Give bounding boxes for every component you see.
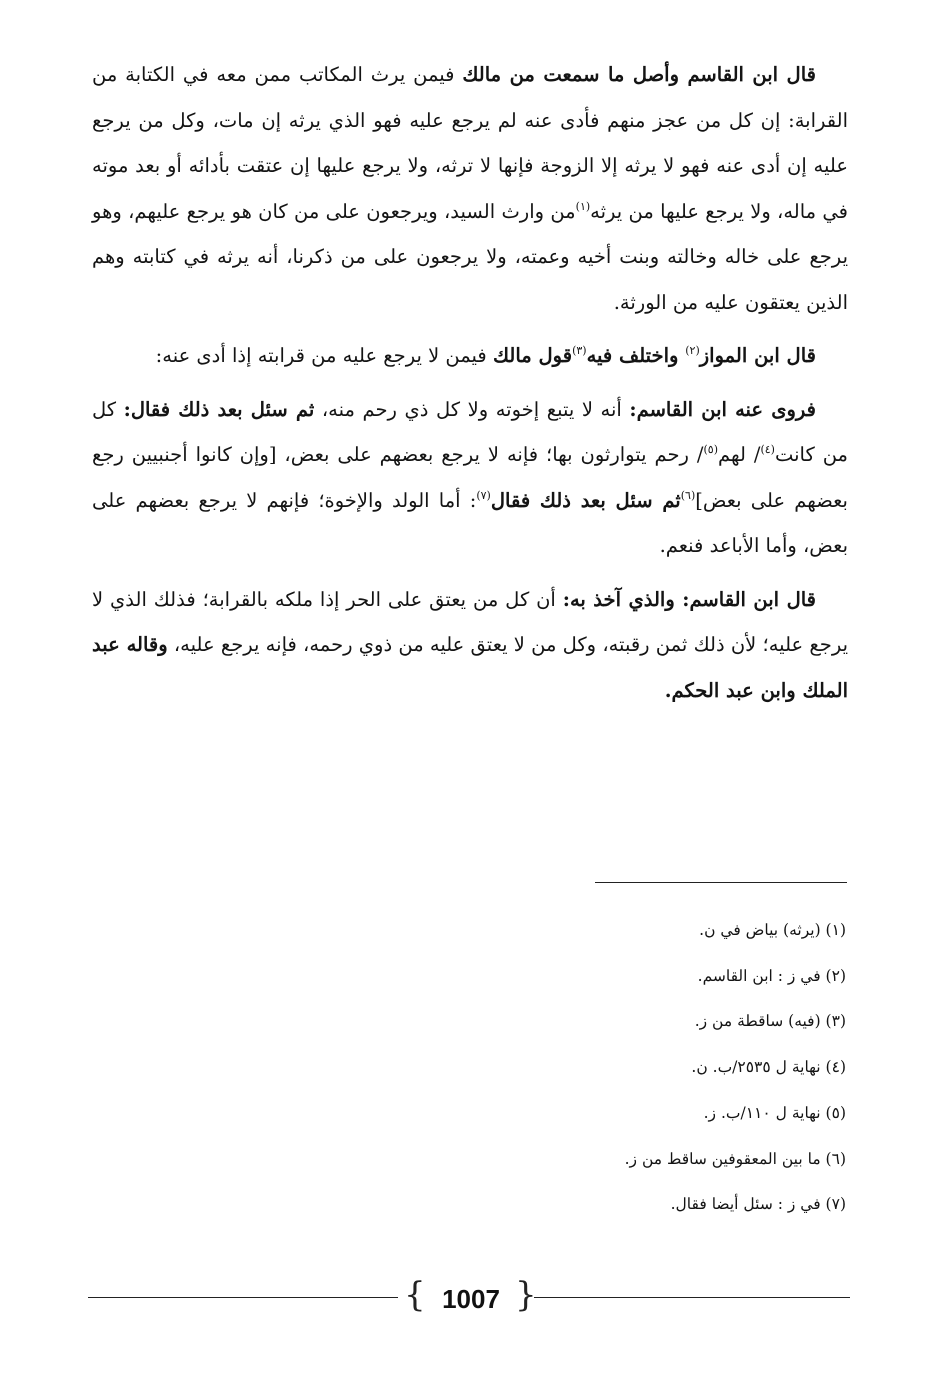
footnote-marker: (٣) xyxy=(572,344,587,357)
page-number: 1007 xyxy=(442,1284,500,1314)
body-text: من وارث السيد، ويرجعون على من كان هو يرجع عليهم، وهو يرجع على خاله وخالته وبنت أخيه وعمته، ولا يرجعون على من ذكرنا، أنه يرثه في كتابته وهم الذين يعتقون عليه من الورثة. xyxy=(92,199,848,314)
main-text xyxy=(92,52,848,713)
footnote-1: (١) (يرثه) بياض في ن. xyxy=(699,921,846,939)
footnote-7: (٧) في ز : سئل أيضا فقال. xyxy=(670,1195,846,1214)
body-text: أن كل من يعتق على الحر إذا ملكه بالقرابة؛ فذلك الذي لا يرجع عليه؛ لأن ذلك ثمن رقبته، وكل من لا يعتق عليه من ذوي رحمه، فإنه يرجع عليه، xyxy=(92,587,849,656)
footnote-marker: (٧) xyxy=(476,488,491,502)
body-text: كل من كانت xyxy=(92,397,848,466)
footnotes-list xyxy=(400,908,846,1228)
footnote-6: (٦) ما بين المعقوفين ساقط من ز. xyxy=(624,1149,846,1168)
bold-text: ثم سئل بعد ذلك فقال: xyxy=(123,397,315,421)
footnote-marker: (٦) xyxy=(680,488,696,502)
bold-text: فروى عنه ابن القاسم: xyxy=(629,397,816,421)
paragraph-2 xyxy=(92,333,848,379)
bold-text: قال ابن القاسم: والذي آخذ به: xyxy=(562,587,816,611)
footnote-4: (٤) نهاية ل ٢٥٣٥/ب. ن. xyxy=(691,1058,846,1077)
page-number-brace-left: { xyxy=(404,1275,426,1315)
bold-text: واختلف فيه xyxy=(586,344,686,367)
footnote-marker: (١) xyxy=(575,199,591,213)
footnote-2: (٢) في ز : ابن القاسم. xyxy=(697,966,846,985)
bold-text: وقاله عبد الملك وابن عبد الحكم. xyxy=(92,633,848,702)
body-text: فيمن يرث المكاتب ممن معه في الكتابة من القرابة: إن كل من عجز منهم فأدى عنه لم يرجع عليه فهو الذي يرثه إن مات، وكل من يرجع عليه إن أدى عنه فهو لا يرثه إلا الزوجة فإنها لا ترثه، ولا يرجع عليها إن عتقت بأدائه أو بعد موته في ماله، ولا يرجع عليها من يرثه xyxy=(92,63,848,223)
footnote-3: (٣) (فيه) ساقطة من ز. xyxy=(694,1012,846,1031)
page-number-brace-right: } xyxy=(515,1275,537,1315)
paragraph-1 xyxy=(92,52,848,325)
paragraph-3 xyxy=(92,387,848,569)
bold-text: قول مالك xyxy=(492,344,573,367)
bold-text: قال ابن المواز xyxy=(699,344,816,367)
body-text: أنه لا يتبع إخوته ولا كل ذي رحم منه، xyxy=(314,397,630,421)
body-text: / رحم يتوارثون بها؛ فإنه لا يرجع بعضهم على بعض، [وإن كانوا أجنبيين رجع بعضهم على بعض] xyxy=(92,443,848,512)
footnote-marker: (٢) xyxy=(685,344,700,357)
footnote-marker: (٤) xyxy=(760,443,775,456)
paragraph-4 xyxy=(92,577,848,714)
body-text: : أما الولد والإخوة؛ فإنهم لا يرجع بعضهم على بعض، وأما الأباعد فنعم. xyxy=(92,488,848,557)
bold-text: ثم سئل بعد ذلك فقال xyxy=(490,488,681,512)
footnote-separator xyxy=(595,882,847,883)
footer-line-left xyxy=(88,1297,398,1298)
body-text: / لهم xyxy=(718,443,761,466)
body-text: فيمن لا يرجع عليه من قرابته إذا أدى عنه: xyxy=(155,344,493,367)
bold-text: قال ابن القاسم وأصل ما سمعت من مالك xyxy=(462,63,816,86)
footnote-marker: (٥) xyxy=(703,443,718,456)
footnote-5: (٥) نهاية ل ١١٠/ب. ز. xyxy=(703,1103,846,1122)
footer-line-right xyxy=(534,1297,850,1298)
